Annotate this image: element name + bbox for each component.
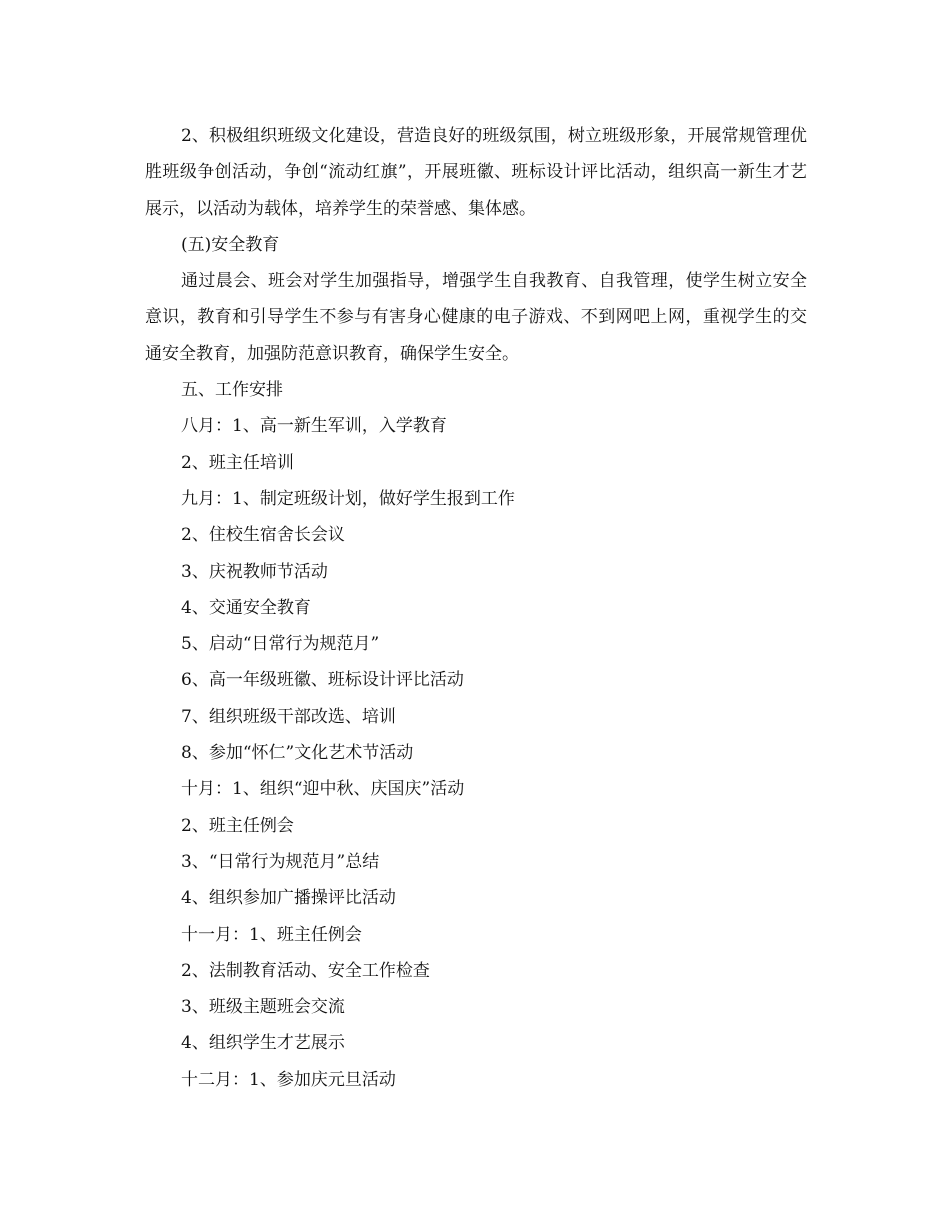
schedule-item: 2、班主任例会 bbox=[181, 815, 294, 836]
schedule-item: 5、启动“日常行为规范月” bbox=[181, 634, 380, 655]
document-body bbox=[145, 118, 807, 1098]
paragraph-class-culture: 2、积极组织班级文化建设，营造良好的班级氛围，树立班级形象，开展常规管理优胜班级争创活动，争创“流动红旗”，开展班徽、班标设计评比活动，组织高一新生才艺展示，以活动为载体，培养学生的荣誉感、集体感。 bbox=[145, 126, 807, 219]
heading-safety-education: (五)安全教育 bbox=[181, 234, 280, 255]
paragraph-safety-education: 通过晨会、班会对学生加强指导，增强学生自我教育、自我管理，使学生树立安全意识，教育和引导学生不参与有害身心健康的电子游戏、不到网吧上网，重视学生的交通安全教育，加强防范意识教育，确保学生安全。 bbox=[145, 271, 807, 364]
schedule-item: 3、“日常行为规范月”总结 bbox=[181, 851, 380, 872]
schedule-item: 2、班主任培训 bbox=[181, 452, 294, 473]
schedule-item: 2、住校生宿舍长会议 bbox=[181, 525, 345, 546]
schedule-item: 4、组织学生才艺展示 bbox=[181, 1033, 345, 1054]
schedule-item: 2、法制教育活动、安全工作检查 bbox=[181, 960, 430, 981]
schedule-item: 八月：1、高一新生军训，入学教育 bbox=[181, 416, 447, 437]
schedule-item: 7、组织班级干部改选、培训 bbox=[181, 706, 396, 727]
schedule-item: 十一月：1、班主任例会 bbox=[181, 924, 362, 945]
schedule-item: 8、参加“怀仁”文化艺术节活动 bbox=[181, 743, 414, 764]
schedule-item: 3、庆祝教师节活动 bbox=[181, 561, 328, 582]
schedule-item: 九月：1、制定班级计划，做好学生报到工作 bbox=[181, 488, 515, 509]
schedule-item: 4、组织参加广播操评比活动 bbox=[181, 888, 396, 909]
schedule-item: 十月：1、组织“迎中秋、庆国庆”活动 bbox=[181, 779, 465, 800]
schedule-item: 十二月：1、参加庆元旦活动 bbox=[181, 1069, 396, 1090]
schedule-item: 3、班级主题班会交流 bbox=[181, 997, 345, 1018]
section-title-work-arrangement: 五、工作安排 bbox=[181, 380, 283, 401]
schedule-item: 6、高一年级班徽、班标设计评比活动 bbox=[181, 670, 464, 691]
schedule-item: 4、交通安全教育 bbox=[181, 597, 311, 618]
